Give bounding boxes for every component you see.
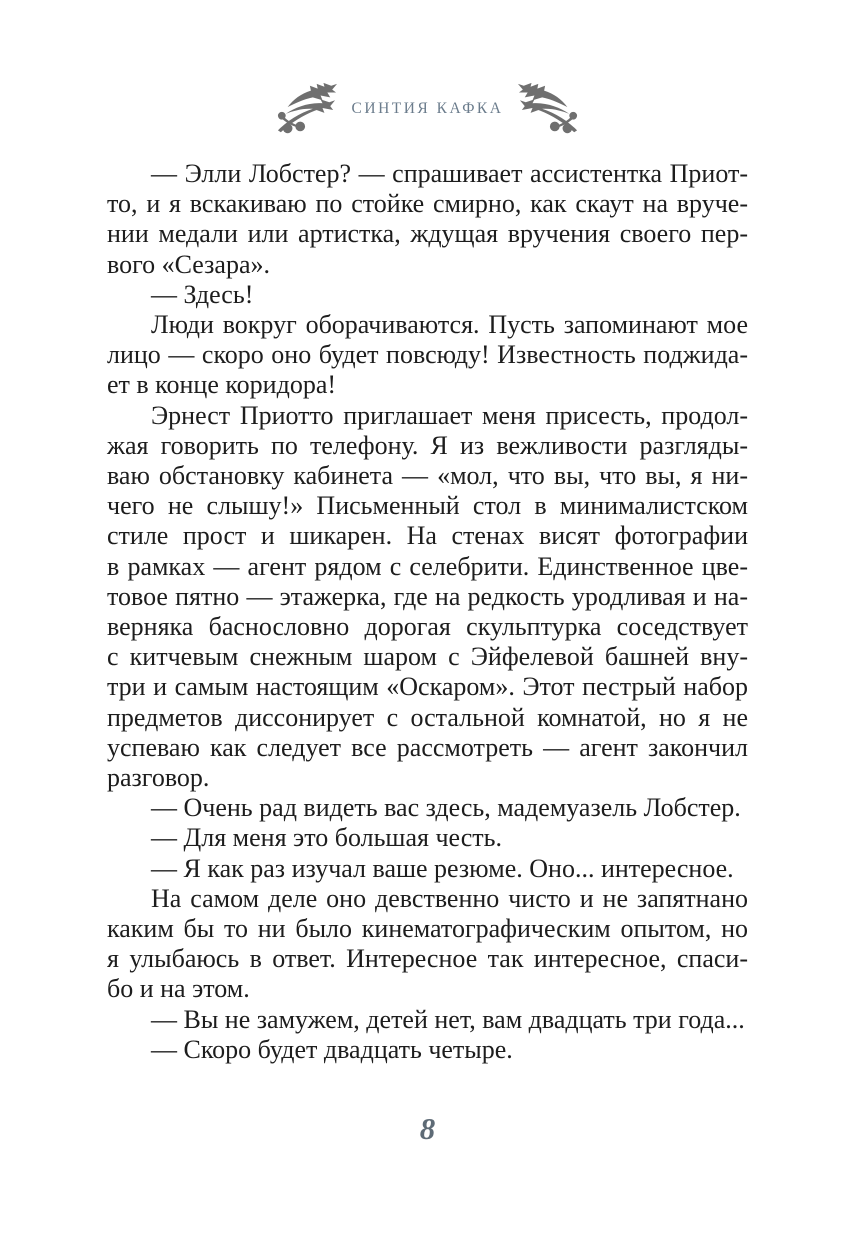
text-line: с китчевым снежным шаром с Эйфелевой башней вну-: [107, 642, 748, 672]
text-line: — Скоро будет двадцать четыре.: [151, 1034, 513, 1064]
text-line: лицо — скоро оно будет повсюду! Известность поджида-: [107, 340, 748, 370]
text-line: каким бы то ни было кинематографическим опытом, но: [107, 914, 748, 944]
leaf-branch-ornament-right-icon: [517, 81, 579, 137]
text-line: предметов диссонирует с остальной комнатой, но я не: [107, 702, 748, 732]
text-line: — Я как раз изучал ваше резюме. Оно... интересное.: [151, 853, 734, 883]
text-line: ет в конце коридора!: [107, 370, 337, 400]
author-name: СИНТИЯ КАФКА: [351, 100, 504, 117]
text-line: стиле прост и шикарен. На стенах висят фотографии: [107, 521, 748, 551]
text-line: — Очень рад видеть вас здесь, мадемуазель Лобстер.: [151, 793, 741, 823]
text-line: ваю обстановку кабинета — «мол, что вы, что вы, я ни-: [107, 461, 748, 491]
text-line: — Для меня это большая честь.: [151, 823, 502, 853]
text-line: разговор.: [107, 763, 210, 793]
text-line: успеваю как следует все рассмотреть — агент закончил: [107, 732, 748, 762]
text-line: в рамках — агент рядом с селебрити. Единственное цве-: [107, 551, 748, 581]
text-line: — Здесь!: [151, 279, 254, 309]
text-line: вого «Сезара».: [107, 249, 270, 279]
text-line: — Вы не замужем, детей нет, вам двадцать три года...: [151, 1004, 745, 1034]
page-number: 8: [419, 1111, 436, 1146]
text-line: нии медали или артистка, ждущая вручения своего пер-: [107, 219, 748, 249]
leaf-branch-ornament-left-icon: [276, 81, 338, 137]
text-line: я улыбаюсь в ответ. Интересное так интересное, спаси-: [107, 944, 748, 974]
text-line: На самом деле оно девственно чисто и не запятнано: [151, 883, 748, 913]
page-footer: [107, 1111, 748, 1147]
text-line: бо и на этом.: [107, 974, 250, 1004]
text-line: Эрнест Приотто приглашает меня присесть, продол-: [151, 400, 748, 430]
text-line: верняка баснословно дорогая скульптурка соседствует: [107, 612, 748, 642]
text-line: Люди вокруг оборачиваются. Пусть запоминают мое: [151, 310, 748, 340]
text-line: три и самым настоящим «Оскаром». Этот пестрый набор: [107, 672, 748, 702]
page-header: [107, 80, 748, 138]
text-line: чего не слышу!» Письменный стол в минималистском: [107, 491, 748, 521]
text-line: жая говорить по телефону. Я из вежливости разгляды-: [107, 430, 748, 460]
text-line: — Элли Лобстер? — спрашивает ассистентка Приот-: [151, 159, 748, 188]
text-line: товое пятно — этажерка, где на редкость уродливая и на-: [107, 581, 748, 611]
body-text: [107, 159, 748, 1065]
text-line: то, и я вскакиваю по стойке смирно, как скаут на вруче-: [107, 189, 748, 219]
